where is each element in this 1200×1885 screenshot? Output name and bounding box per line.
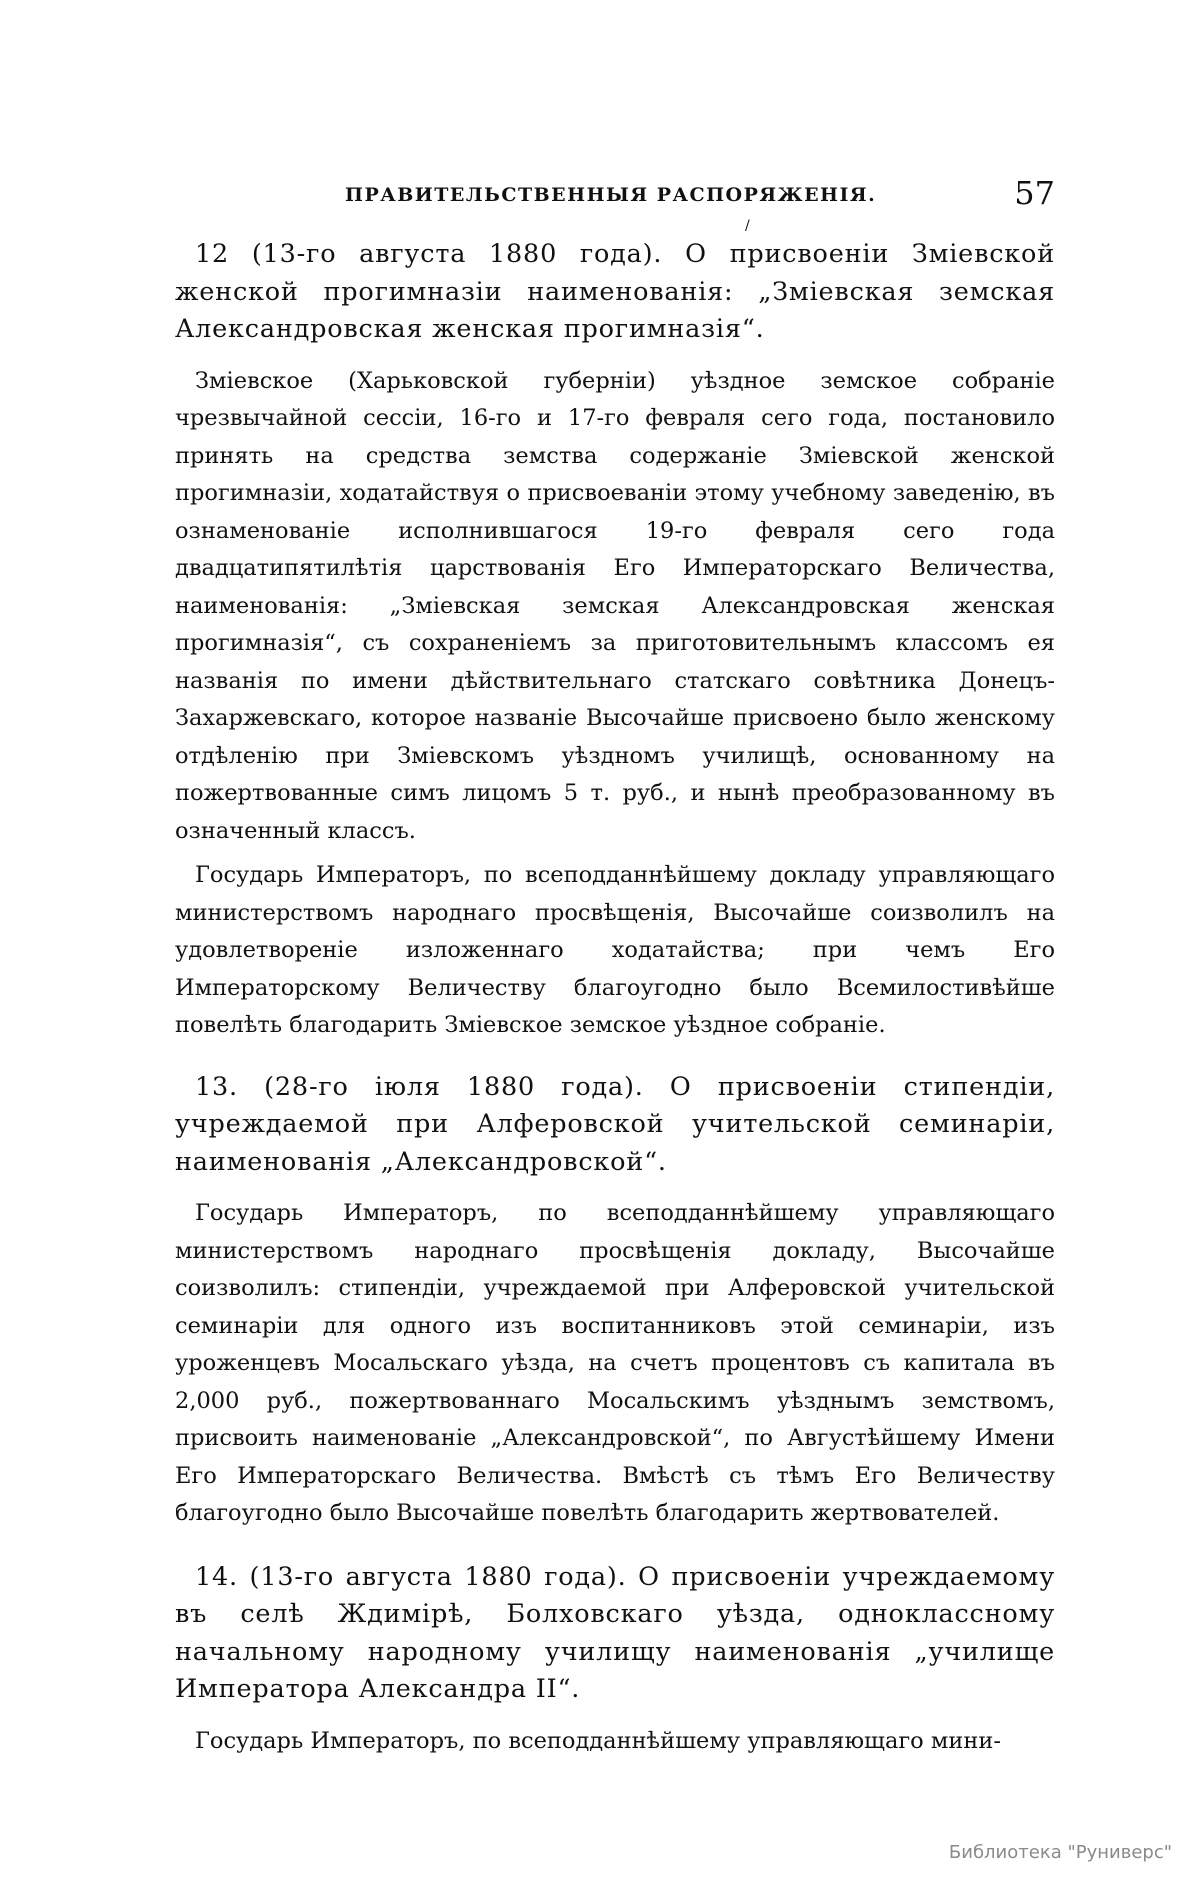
- library-watermark: Библиотека "Руниверс": [948, 1842, 1172, 1863]
- section-heading: 14. (13-го августа 1880 года). О присвоеніи учреждаемому въ селѣ Ждимірѣ, Болховскаго уѣзда, одноклассному начальному народному училищу наименованія „училище Императора Александра II“.: [175, 1561, 1055, 1704]
- paragraph: Государь Императоръ, по всеподданнѣйшему управляющаго мини-: [195, 1727, 1001, 1754]
- paragraph: Зміевское (Харьковской губерніи) уѣздное земское собраніе чрезвычайной сессіи, 16-го и 17-го февраля сего года, постановило принять на средства земства содержаніе Зміевской женской прогимназіи, ходатайствуя о присвоеваніи этому учебному заведенію, въ ознаменованіе исполнившагося 19-го февраля сего года двадцатипятилѣтія царствованія Его Императорскаго Величества, наименованія: „Зміевская земская Александровская женская прогимназія“, съ сохраненіемъ за приготовительнымъ классомъ ея названія по имени дѣйствительнаго статскаго совѣтника Донецъ-Захаржевскаго, которое названіе Высочайше присвоено было женскому отдѣленію при Зміевскомъ уѣздномъ училищѣ, основанному на пожертвованные симъ лицомъ 5 т. руб., и нынѣ преобразованному въ означенный классъ.: [175, 367, 1055, 844]
- page-header: [175, 174, 1055, 234]
- stray-mark: /: [745, 218, 750, 234]
- running-title: ПРАВИТЕЛЬСТВЕННЫЯ РАСПОРЯЖЕНІЯ.: [345, 184, 877, 206]
- section-12: [175, 236, 1055, 1045]
- paragraph: Государь Императоръ, по всеподданнѣйшему управляющаго министерствомъ народнаго просвѣщенія докладу, Высочайше соизволилъ: стипендіи, учреждаемой при Алферовской учительской семинаріи для одного изъ воспитанниковъ этой семинаріи, изъ уроженцевъ Мосальскаго уѣзда, на счетъ процентовъ съ капитала въ 2,000 руб., пожертвованнаго Мосальскимъ уѣзднымъ земствомъ, присвоить наименованіе „Александровской“, по Августѣйшему Имени Его Императорскаго Величества. Вмѣстѣ съ тѣмъ Его Величеству благоугодно было Высочайше повелѣть благодарить жертвователей.: [175, 1200, 1055, 1526]
- section-heading: 12 (13-го августа 1880 года). О присвоеніи Зміевской женской прогимназіи наименованія: „Зміевская земская Александровская женская прогимназія“.: [175, 239, 1055, 344]
- section-14: [175, 1559, 1055, 1761]
- section-13: [175, 1069, 1055, 1533]
- section-heading: 13. (28-го іюля 1880 года). О присвоеніи стипендіи, учреждаемой при Алферовской учительской семинаріи, наименованія „Александровской“.: [175, 1071, 1055, 1177]
- paragraph: Государь Императоръ, по всеподданнѣйшему докладу управляющаго министерствомъ народнаго просвѣщенія, Высочайше соизволилъ на удовлетвореніе изложеннаго ходатайства; при чемъ Его Императорскому Величеству благоугодно было Всемилостивѣйше повелѣть благодарить Зміевское земское уѣздное собраніе.: [175, 862, 1055, 1038]
- page-number: 57: [1014, 174, 1055, 212]
- document-body: [175, 236, 1055, 1767]
